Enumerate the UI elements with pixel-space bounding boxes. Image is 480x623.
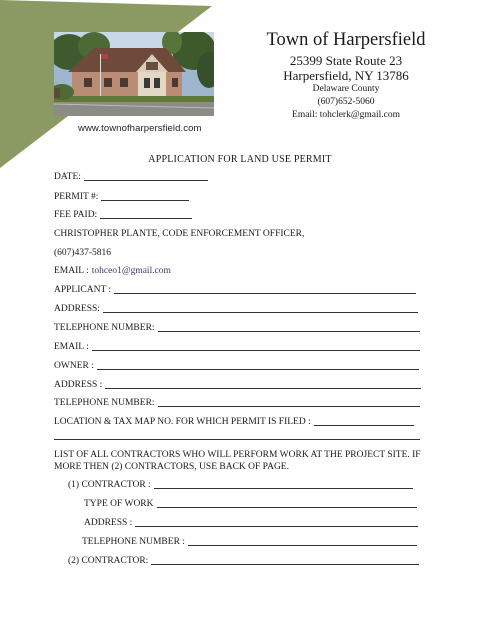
email-row <box>54 342 420 352</box>
office-phone: (607)652-5060 <box>317 97 375 107</box>
address-field[interactable] <box>103 312 418 313</box>
officer-email-row <box>54 266 171 276</box>
county: Delaware County <box>312 84 380 94</box>
date-field[interactable] <box>84 180 208 181</box>
fee-label: FEE PAID: <box>54 210 98 220</box>
location-row <box>54 417 414 427</box>
permit-label: PERMIT #: <box>54 192 99 202</box>
owner-field[interactable] <box>97 369 419 370</box>
applicant-label: APPLICANT : <box>54 285 112 295</box>
permit-row <box>54 192 189 202</box>
location-field-line2[interactable] <box>54 439 420 440</box>
contractors-instructions-1: LIST OF ALL CONTRACTORS WHO WILL PERFORM WORK AT THE PROJECT SITE. IF <box>54 450 421 460</box>
email-label: EMAIL : <box>54 342 89 352</box>
contractor1-address-row <box>84 518 418 528</box>
telephone-field[interactable] <box>158 331 420 332</box>
work-type-row <box>84 499 417 509</box>
officer-email-link[interactable]: tohceo1@gmail.com <box>91 266 171 276</box>
telephone-row <box>54 323 420 333</box>
owner-telephone-label: TELEPHONE NUMBER: <box>54 398 155 408</box>
office-email: Email: tohclerk@gmail.com <box>292 110 400 120</box>
applicant-row <box>54 285 416 295</box>
fee-row <box>54 210 192 220</box>
owner-label: OWNER : <box>54 361 94 371</box>
owner-telephone-row <box>54 398 420 408</box>
officer-phone: (607)437-5816 <box>54 248 111 258</box>
contractor1-field[interactable] <box>154 488 413 489</box>
contractor2-row <box>68 556 419 566</box>
work-type-label: TYPE OF WORK <box>84 499 154 509</box>
owner-telephone-field[interactable] <box>158 406 420 407</box>
officer-name: CHRISTOPHER PLANTE, CODE ENFORCEMENT OFFICER, <box>54 229 305 239</box>
owner-row <box>54 361 419 371</box>
contractor2-label: (2) CONTRACTOR: <box>68 556 149 566</box>
town-hall-photo <box>54 32 214 116</box>
telephone-label: TELEPHONE NUMBER: <box>54 323 155 333</box>
owner-address-row <box>54 380 421 390</box>
address-row <box>54 304 418 314</box>
address-line2: Harpersfield, NY 13786 <box>283 68 409 83</box>
date-label: DATE: <box>54 172 81 182</box>
contractor1-label: (1) CONTRACTOR : <box>68 480 151 490</box>
contractor1-telephone-field[interactable] <box>188 545 417 546</box>
contractor1-telephone-row <box>82 537 417 547</box>
contractor2-field[interactable] <box>151 564 419 565</box>
applicant-field[interactable] <box>114 293 416 294</box>
location-label: LOCATION & TAX MAP NO. FOR WHICH PERMIT IS FILED : <box>54 417 311 427</box>
date-row <box>54 172 208 182</box>
address-line1: 25399 State Route 23 <box>289 53 403 68</box>
location-field[interactable] <box>314 425 414 426</box>
address-label: ADDRESS: <box>54 304 100 314</box>
contractor1-row <box>68 480 413 490</box>
officer-email-label: EMAIL : <box>54 266 89 276</box>
owner-address-label: ADDRESS : <box>54 380 103 390</box>
permit-number-field[interactable] <box>101 200 189 201</box>
contractor1-address-field[interactable] <box>135 526 418 527</box>
contractors-instructions-2: MORE THEN (2) CONTRACTORS, USE BACK OF PAGE. <box>54 462 289 472</box>
contractor1-telephone-label: TELEPHONE NUMBER : <box>82 537 185 547</box>
contractor1-address-label: ADDRESS : <box>84 518 133 528</box>
town-name: Town of Harpersfield <box>266 30 426 50</box>
email-field[interactable] <box>92 350 420 351</box>
website-url[interactable]: www.townofharpersfield.com <box>78 123 202 134</box>
owner-address-field[interactable] <box>105 388 421 389</box>
fee-paid-field[interactable] <box>100 218 192 219</box>
work-type-field[interactable] <box>157 507 417 508</box>
form-title: APPLICATION FOR LAND USE PERMIT <box>148 154 332 165</box>
